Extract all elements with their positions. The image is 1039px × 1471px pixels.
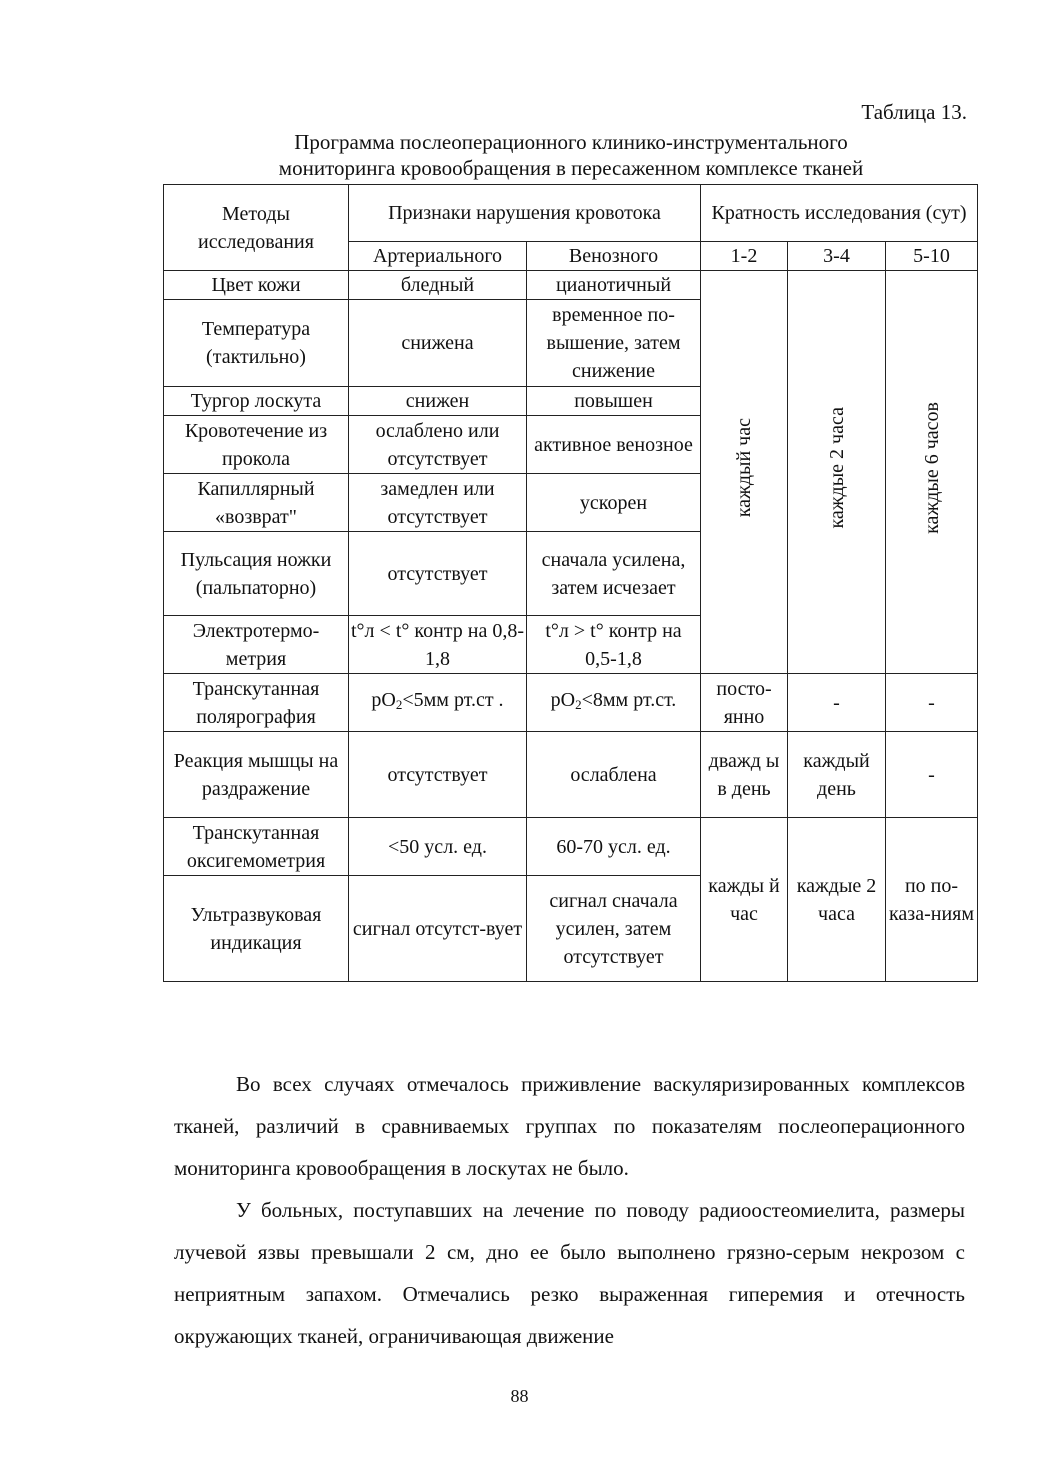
header-days-5-10: 5-10 bbox=[886, 242, 978, 271]
venous-cell: временное по-вышение, затем снижение bbox=[527, 300, 701, 387]
paragraph: У больных, поступавших на лечение по поводу радиоостеомиелита, размеры лучевой язвы превышали 2 см, дно ее было выполнено грязно-серым некрозом с неприятным запахом. Отмечались резко выраженная гиперемия и отечность окружающих тканей, ограничивающая движение bbox=[174, 1198, 965, 1348]
frequency-cell-3-4: каждый день bbox=[788, 732, 886, 818]
subscript: 2 bbox=[575, 697, 582, 712]
table-label: Таблица 13. bbox=[861, 100, 967, 124]
header-arterial: Артериального bbox=[349, 242, 527, 271]
arterial-prefix: pO bbox=[371, 689, 396, 711]
method-cell: Реакция мышцы на раздражение bbox=[164, 732, 349, 818]
venous-cell bbox=[527, 674, 701, 732]
table-row bbox=[164, 818, 978, 876]
frequency-cell-5-10: - bbox=[886, 732, 978, 818]
table-row bbox=[164, 732, 978, 818]
frequency-cell-1-2: посто-янно bbox=[701, 674, 788, 732]
frequency-cell-1-2: кажды й час bbox=[701, 818, 788, 982]
table-row bbox=[164, 674, 978, 732]
frequency-cell-1-2: дважд ы в день bbox=[701, 732, 788, 818]
subscript: 2 bbox=[395, 697, 403, 712]
venous-cell: активное венозное bbox=[527, 416, 701, 474]
vertical-label: каждые 6 часов bbox=[920, 402, 943, 534]
vertical-label: каждый час bbox=[733, 418, 755, 518]
arterial-suffix: <5мм рт.ст . bbox=[402, 689, 504, 711]
frequency-cell-5-10: - bbox=[886, 674, 978, 732]
header-signs: Признаки нарушения кровотока bbox=[349, 185, 701, 242]
header-frequency: Кратность исследования (сут) bbox=[701, 185, 978, 242]
venous-cell: цианотичный bbox=[527, 271, 701, 300]
table-title-line: Программа послеоперационного клинико-инструментального bbox=[294, 130, 848, 154]
method-cell: Ультразвуковая индикация bbox=[164, 876, 349, 982]
arterial-cell: <50 усл. ед. bbox=[349, 818, 527, 876]
method-cell: Тургор лоскута bbox=[164, 387, 349, 416]
arterial-cell: снижена bbox=[349, 300, 527, 387]
method-cell: Электротермо-метрия bbox=[164, 616, 349, 674]
venous-cell: t°л > t° контр на 0,5-1,8 bbox=[527, 616, 701, 674]
frequency-cell-5-10 bbox=[886, 271, 978, 674]
venous-cell: ускорен bbox=[527, 474, 701, 532]
method-cell: Транскутанная оксигемометрия bbox=[164, 818, 349, 876]
vertical-label: каждые 2 часа bbox=[825, 407, 848, 529]
table-header-row bbox=[164, 185, 978, 242]
arterial-cell: снижен bbox=[349, 387, 527, 416]
arterial-cell: отсутствует bbox=[349, 732, 527, 818]
venous-cell: повышен bbox=[527, 387, 701, 416]
method-cell: Капиллярный «возврат" bbox=[164, 474, 349, 532]
venous-suffix: <8мм рт.ст. bbox=[581, 689, 677, 711]
frequency-cell-3-4: каждые 2 часа bbox=[788, 818, 886, 982]
method-cell: Температура (тактильно) bbox=[164, 300, 349, 387]
arterial-cell: замедлен или отсутствует bbox=[349, 474, 527, 532]
header-methods: Методы исследования bbox=[164, 185, 349, 271]
page-number: 88 bbox=[510, 1386, 529, 1406]
table-title-line: мониторинга кровообращения в пересаженном комплексе тканей bbox=[278, 156, 864, 180]
venous-prefix: pO bbox=[550, 689, 576, 711]
method-cell: Цвет кожи bbox=[164, 271, 349, 300]
header-venous: Венозного bbox=[527, 242, 701, 271]
arterial-cell: сигнал отсутст-вует bbox=[349, 876, 527, 982]
frequency-cell-3-4 bbox=[788, 271, 886, 674]
venous-cell: 60-70 усл. ед. bbox=[527, 818, 701, 876]
arterial-cell: бледный bbox=[349, 271, 527, 300]
body-text bbox=[174, 1063, 965, 1357]
table-title bbox=[166, 129, 976, 181]
frequency-cell-1-2 bbox=[701, 271, 788, 674]
venous-cell: сначала усилена, затем исчезает bbox=[527, 532, 701, 616]
paragraph: Во всех случаях отмечалось приживление васкуляризированных комплексов тканей, различий в сравниваемых группах по показателям послеоперационного мониторинга кровообращения в лоскутах не было. bbox=[174, 1072, 965, 1180]
frequency-cell-3-4: - bbox=[788, 674, 886, 732]
method-cell: Пульсация ножки (пальпаторно) bbox=[164, 532, 349, 616]
header-days-3-4: 3-4 bbox=[788, 242, 886, 271]
header-days-1-2: 1-2 bbox=[701, 242, 788, 271]
monitoring-table bbox=[163, 184, 978, 982]
arterial-cell: t°л < t° контр на 0,8-1,8 bbox=[349, 616, 527, 674]
frequency-cell-5-10: по по-каза-ниям bbox=[886, 818, 978, 982]
arterial-cell: отсутствует bbox=[349, 532, 527, 616]
venous-cell: сигнал сначала усилен, затем отсутствует bbox=[527, 876, 701, 982]
arterial-cell: ослаблено или отсутствует bbox=[349, 416, 527, 474]
venous-cell: ослаблена bbox=[527, 732, 701, 818]
method-cell: Транскутанная полярография bbox=[164, 674, 349, 732]
method-cell: Кровотечение из прокола bbox=[164, 416, 349, 474]
arterial-cell bbox=[349, 674, 527, 732]
table-row bbox=[164, 271, 978, 300]
